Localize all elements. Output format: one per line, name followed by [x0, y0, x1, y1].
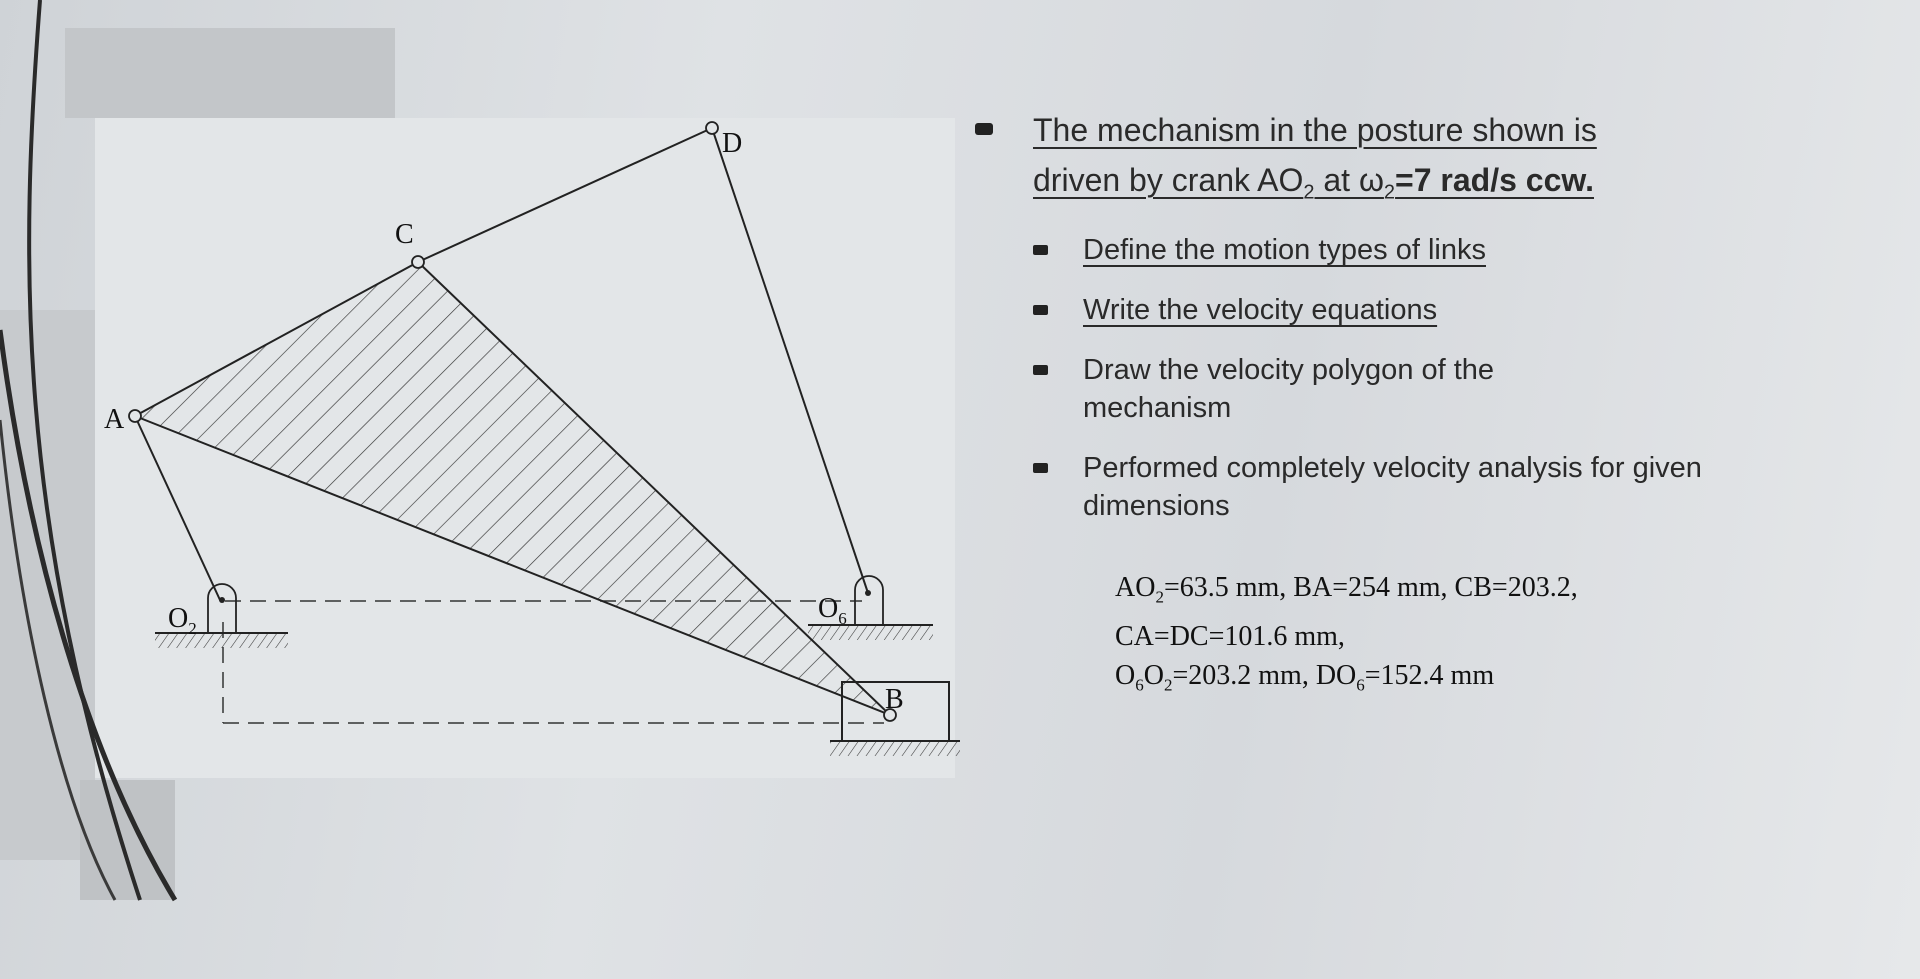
- intro-line-2: driven by crank $AO_2$ at $\omega_2=7$ rad/s ccw.: [1033, 162, 1594, 204]
- intro-line-1: The mechanism in the posture shown is: [1033, 112, 1597, 148]
- link-cd: [418, 128, 712, 262]
- label-a: A: [104, 404, 125, 435]
- label-d: D: [722, 128, 743, 159]
- dimensions-line-2: CA=DC=101.6 mm,: [1115, 620, 1345, 652]
- dimensions-line-3: $O_6O_2=203.2$ mm, $DO_6=152.4$ mm: [1115, 659, 1495, 695]
- label-o6: [818, 593, 847, 628]
- decorative-curve-1: [29, 0, 140, 900]
- task-item: Define the motion types of links: [1033, 231, 1875, 269]
- dimensions-line-1: $AO_2=63.5$ mm, BA=254 mm, CB=203.2,: [1115, 572, 1578, 607]
- label-o6-main: O: [818, 593, 839, 624]
- bullet-marker-icon: [1033, 463, 1048, 473]
- joint-c: [412, 256, 424, 268]
- bullet-marker-icon: [975, 123, 993, 135]
- label-o6-sub: 6: [838, 609, 847, 628]
- bullet-marker-icon: [1033, 305, 1048, 315]
- joint-d: [706, 122, 718, 134]
- intro-bullet: [975, 105, 1875, 217]
- problem-statement: [975, 105, 1875, 547]
- rocker-link-do6: [712, 128, 868, 593]
- task-item: Write the velocity equations: [1033, 291, 1875, 329]
- label-o2-main: O: [168, 603, 189, 634]
- label-o2-sub: 2: [188, 619, 197, 638]
- task-item: Draw the velocity polygon of the mechanism: [1033, 351, 1623, 427]
- bullet-marker-icon: [1033, 245, 1048, 255]
- decorative-curve-3: [0, 420, 115, 900]
- task-list: [1033, 231, 1875, 525]
- task-item: Performed completely velocity analysis for given dimensions: [1033, 449, 1803, 525]
- joint-a: [129, 410, 141, 422]
- label-b: B: [885, 684, 904, 715]
- label-o2: [168, 603, 197, 638]
- bullet-marker-icon: [1033, 365, 1048, 375]
- label-c: C: [395, 219, 414, 250]
- given-dimensions: [1115, 568, 1578, 704]
